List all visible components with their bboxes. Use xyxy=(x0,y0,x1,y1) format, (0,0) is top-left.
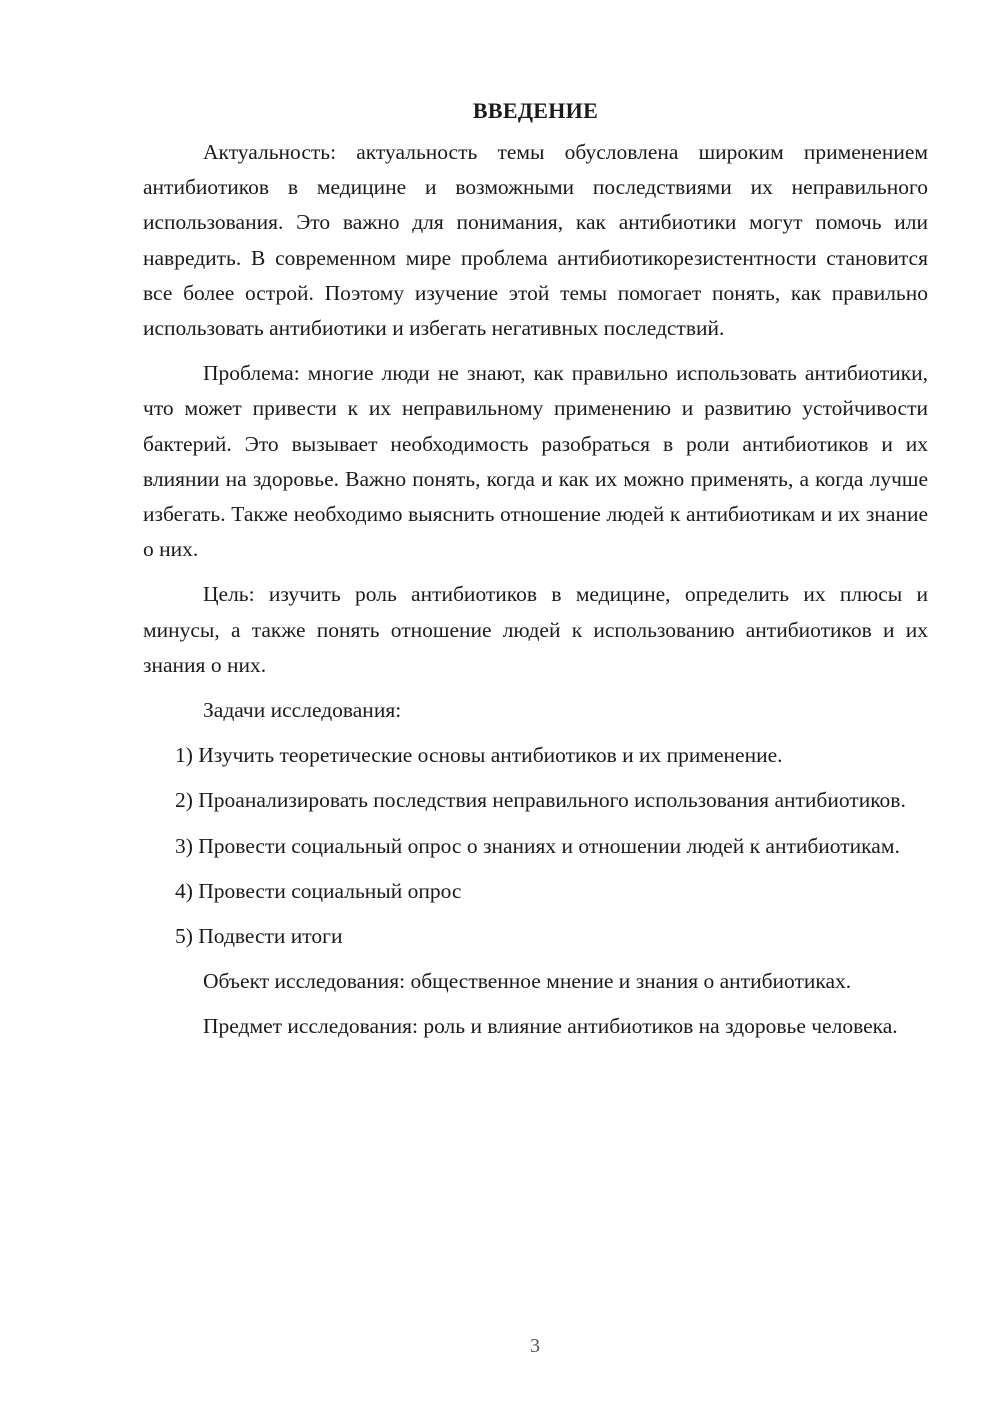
task-item-1: 1) Изучить теоретические основы антибиотиков и их применение. xyxy=(175,743,783,768)
object-paragraph: Объект исследования: общественное мнение и знания о антибиотиках. xyxy=(203,969,852,994)
subject-paragraph: Предмет исследования: роль и влияние антибиотиков на здоровье человека. xyxy=(203,1014,898,1039)
task-item-2: 2) Проанализировать последствия неправильного использования антибиотиков. xyxy=(175,788,906,813)
tasks-title: Задачи исследования: xyxy=(203,698,402,723)
task-item-5: 5) Подвести итоги xyxy=(175,924,343,949)
section-heading: ВВЕДЕНИЕ xyxy=(472,98,599,123)
tasks-list xyxy=(143,738,928,954)
page-number: 3 xyxy=(530,1335,540,1357)
task-item-3: 3) Провести социальный опрос о знаниях и отношении людей к антибиотикам. xyxy=(175,833,900,858)
relevance-paragraph: Актуальность: актуальность темы обусловлена широким применением антибиотиков в медицине и возможными последствиями их неправильного использования. Это важно для понимания, как антибиотики могут помочь или навредить. В современном мире проблема антибиотикорезистентности становится все более острой. Поэтому изучение этой темы помогает понять, как правильно использовать антибиотики и избегать негативных последствий. xyxy=(143,140,928,341)
task-item-4: 4) Провести социальный опрос xyxy=(175,878,462,903)
page-content xyxy=(143,95,928,1055)
goal-paragraph: Цель: изучить роль антибиотиков в медицине, определить их плюсы и минусы, а также понять отношение людей к использованию антибиотиков и их знания о них. xyxy=(143,582,928,677)
problem-paragraph: Проблема: многие люди не знают, как правильно использовать антибиотики, что может привести к их неправильному применению и развитию устойчивости бактерий. Это вызывает необходимость разобраться в роли антибиотиков и их влиянии на здоровье. Важно понять, когда и как их можно применять, а когда лучше избегать. Также необходимо выяснить отношение людей к антибиотикам и их знание о них. xyxy=(143,361,928,562)
